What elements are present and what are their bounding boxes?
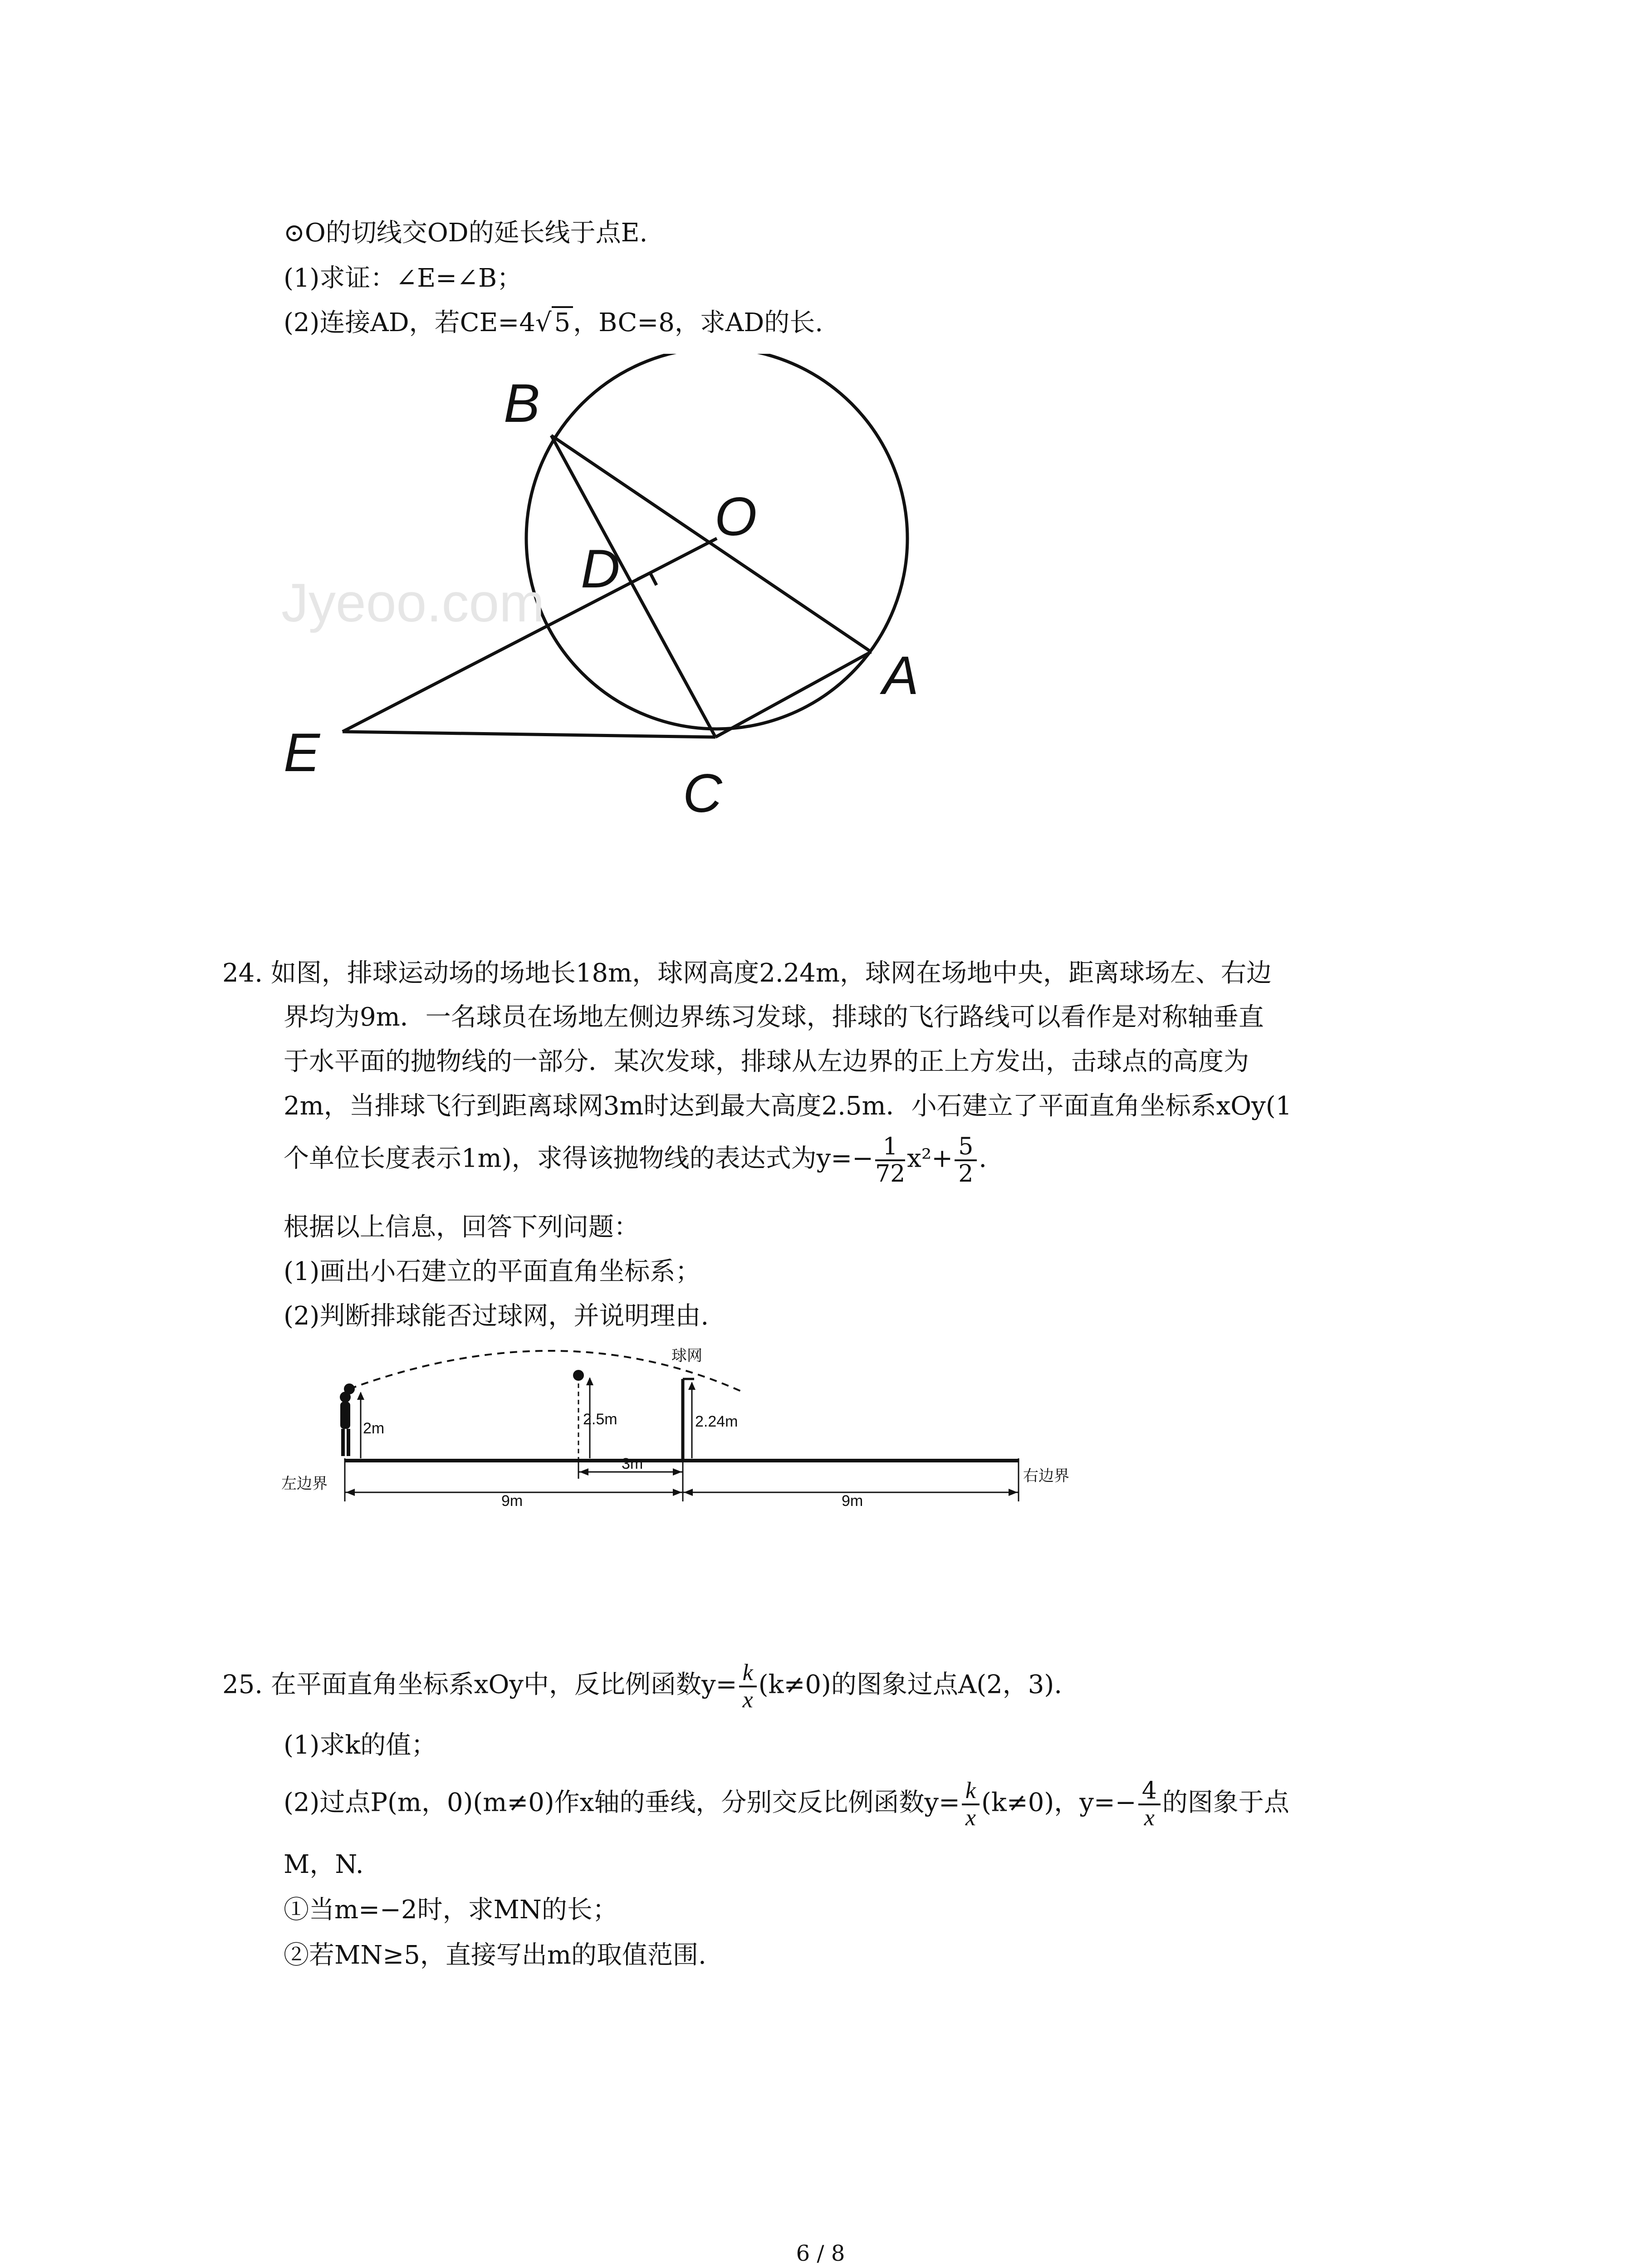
q25-line5: ①当m=−2时，求MN的长； bbox=[284, 1895, 618, 1925]
q23-part2-a: (2)连接AD，若CE=4 bbox=[284, 308, 535, 337]
sqrt-5: √ 5 bbox=[535, 307, 573, 339]
q25-line3 bbox=[284, 1778, 1289, 1831]
q23-part2 bbox=[284, 307, 823, 339]
q23-intro: ⊙O的切线交OD的延长线于点E. bbox=[284, 218, 648, 248]
q24-line4: 2m，当排球飞行到距离球网3m时达到最大高度2.5m．小石建立了平面直角坐标系xOy(1 bbox=[284, 1091, 1292, 1121]
q25-text-3a: (2)过点P(m，0)(m≠0)作x轴的垂线，分别交反比例函数y= bbox=[284, 1788, 960, 1818]
label-C: C bbox=[683, 763, 722, 824]
q25-number: 25. bbox=[222, 1670, 263, 1700]
dist-3m-label: 3m bbox=[622, 1455, 643, 1472]
q24-formula-b: x²+ bbox=[907, 1144, 953, 1173]
dist-9m-right-label: 9m bbox=[842, 1492, 863, 1510]
net-label: 球网 bbox=[671, 1347, 702, 1364]
label-O: O bbox=[715, 486, 757, 547]
q24-line7: (1)画出小石建立的平面直角坐标系； bbox=[284, 1257, 701, 1286]
q25-line2: (1)求k的值； bbox=[284, 1730, 437, 1760]
q24-line3: 于水平面的抛物线的一部分．某次发球，排球从左边界的正上方发出，击球点的高度为 bbox=[284, 1047, 1249, 1076]
q23-part2-b: ，BC=8，求AD的长. bbox=[573, 308, 823, 337]
q24-formula-a: 个单位长度表示1m)，求得该抛物线的表达式为y=− bbox=[284, 1144, 874, 1173]
fraction-1-72: $\frac{1}{72}$ bbox=[875, 1133, 906, 1188]
dist-9m-left-label: 9m bbox=[501, 1492, 523, 1510]
q24-line6: 根据以上信息，回答下列问题： bbox=[284, 1212, 639, 1242]
q25-line1 bbox=[222, 1660, 1062, 1713]
watermark-text: Jyeoo.com bbox=[281, 572, 545, 633]
q24-line1 bbox=[222, 957, 1272, 990]
q24-line2: 界均为9m．一名球员在场地左侧边界练习发球，排球的飞行路线可以看作是对称轴垂直 bbox=[284, 1002, 1264, 1032]
q25-line4: M，N. bbox=[284, 1850, 364, 1879]
label-D: D bbox=[581, 538, 620, 599]
q25-text-3c: 的图象于点 bbox=[1162, 1788, 1289, 1818]
right-boundary-label: 右边界 bbox=[1023, 1467, 1069, 1485]
fraction-k-x-1: $\frac{k}{x}$ bbox=[739, 1660, 757, 1713]
q23-part1: (1)求证：∠E=∠B； bbox=[284, 264, 523, 293]
q24-formula-c: . bbox=[979, 1144, 987, 1173]
q24-line5 bbox=[284, 1134, 987, 1187]
max-height-label: 2.5m bbox=[583, 1411, 617, 1428]
q24-line8: (2)判断排球能否过球网，并说明理由. bbox=[284, 1301, 709, 1331]
q24-number: 24. bbox=[222, 958, 263, 988]
circle-geometry-figure bbox=[254, 354, 980, 830]
label-B: B bbox=[504, 373, 540, 434]
q24-text-1: 如图，排球运动场的场地长18m，球网高度2.24m，球网在场地中央，距离球场左、右边 bbox=[270, 958, 1272, 988]
page-number: 6 / 8 bbox=[796, 2241, 845, 2266]
q25-text-1b: (k≠0)的图象过点A(2，3). bbox=[758, 1670, 1063, 1700]
label-E: E bbox=[284, 722, 320, 783]
hit-height-label: 2m bbox=[363, 1420, 385, 1437]
fraction-k-x-2: $\frac{k}{x}$ bbox=[962, 1778, 980, 1831]
label-A: A bbox=[882, 645, 919, 706]
net-height-label: 2.24m bbox=[695, 1413, 738, 1430]
fraction-4-x: $\frac{4}{x}$ bbox=[1138, 1778, 1161, 1831]
q25-text-1a: 在平面直角坐标系xOy中，反比例函数y= bbox=[270, 1670, 737, 1700]
q25-line6: ②若MN≥5，直接写出m的取值范围. bbox=[284, 1941, 706, 1970]
q25-text-3b: (k≠0)，y=− bbox=[981, 1788, 1136, 1818]
volleyball-court-figure bbox=[272, 1343, 1098, 1524]
left-boundary-label: 左边界 bbox=[281, 1475, 328, 1492]
fraction-5-2: $\frac{5}{2}$ bbox=[955, 1134, 977, 1187]
